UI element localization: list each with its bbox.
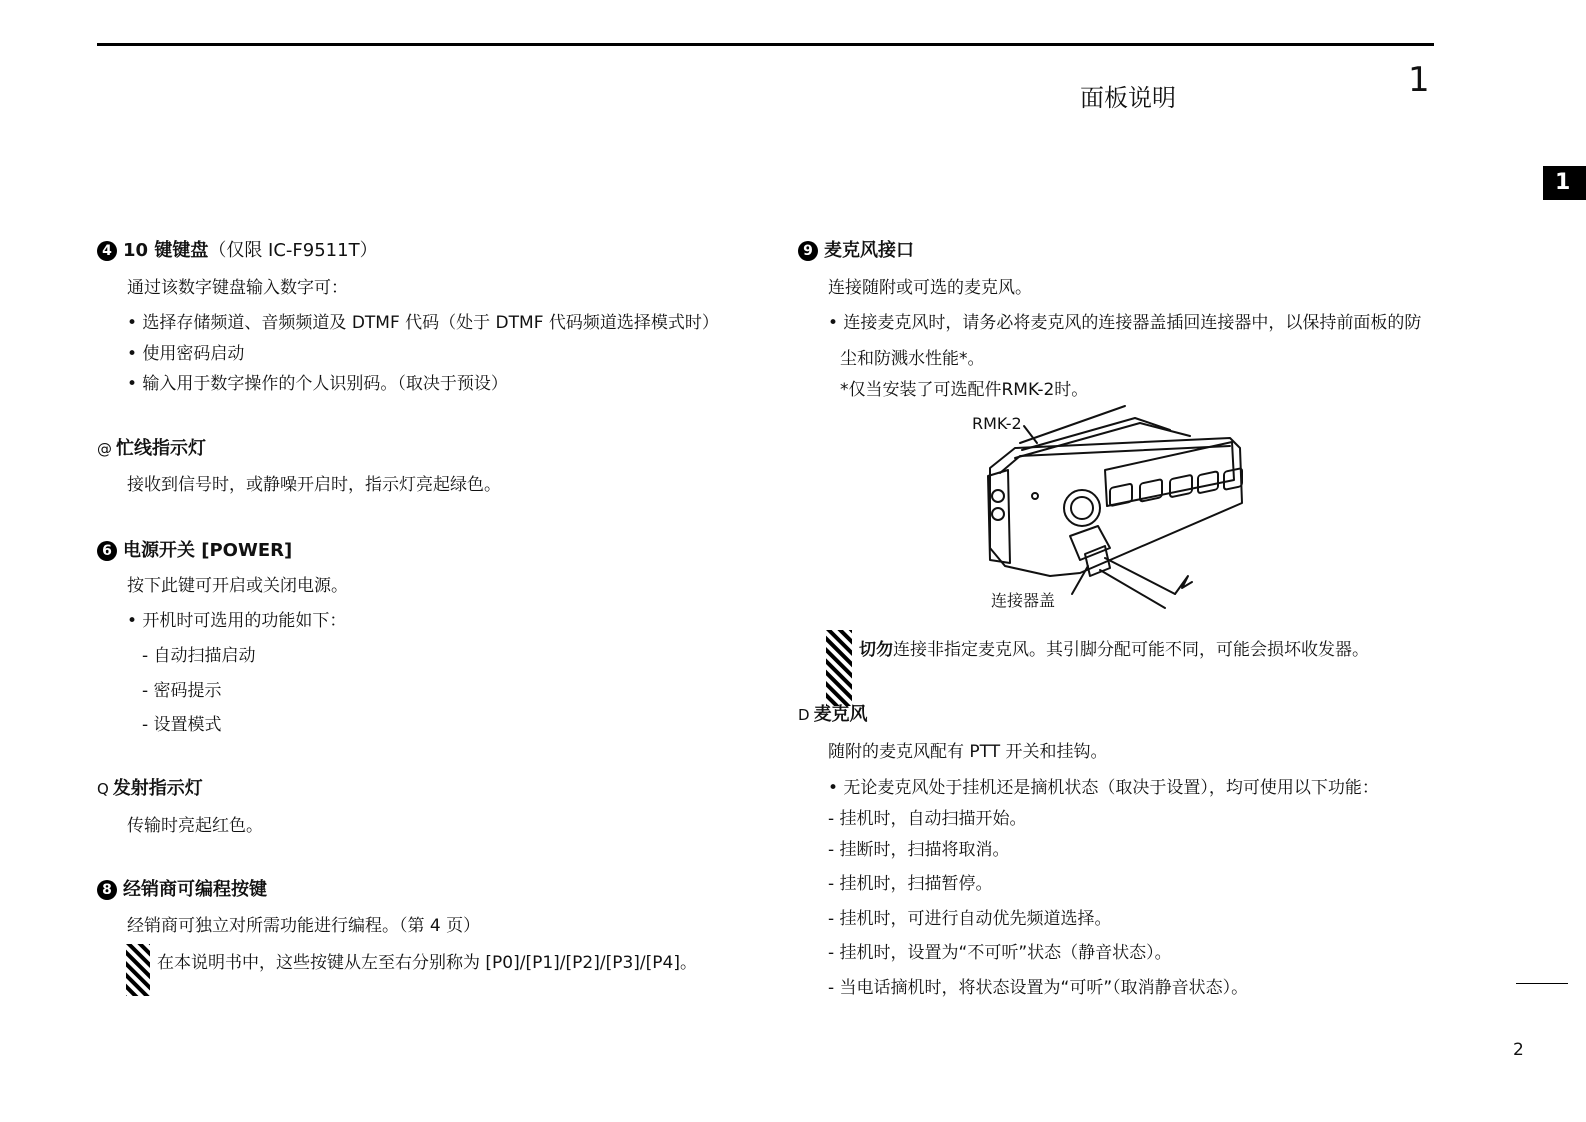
list-item: • 输入用于数字操作的个人识别码。（取决于预设） (127, 374, 508, 394)
section-symbol: D (798, 706, 810, 724)
section-symbol: Q (97, 780, 109, 798)
sub-list-item: - 自动扫描启动 (142, 646, 256, 666)
chapter-number: 1 (1408, 60, 1430, 100)
section-6-intro: 按下此键可开启或关闭电源。 (127, 576, 348, 596)
transceiver-illustration (960, 398, 1260, 613)
section-number-badge: 6 (97, 541, 117, 561)
caution-icon (826, 630, 852, 706)
note-icon (126, 944, 150, 996)
section-number-badge: 4 (97, 241, 117, 261)
section-4-intro: 通过该数字键盘输入数字可： (127, 278, 348, 298)
list-item-continued: 尘和防溅水性能*。 (840, 349, 985, 369)
list-item: • 使用密码启动 (127, 344, 245, 364)
list-item: • 开机时可选用的功能如下： (127, 611, 347, 631)
sub-list-item: - 挂断时，扫描将取消。 (828, 840, 1010, 860)
section-title: 忙线指示灯 (116, 438, 206, 459)
section-mic-heading (798, 700, 868, 726)
sub-list-item: - 挂机时，可进行自动优先频道选择。 (828, 909, 1112, 929)
section-6-heading (97, 536, 292, 562)
chapter-side-tab: 1 (1543, 166, 1586, 200)
section-8-body: 经销商可独立对所需功能进行编程。（第 4 页） (127, 916, 481, 936)
header-rule (97, 43, 1434, 46)
caution-body: 连接非指定麦克风。其引脚分配可能不同，可能会损坏收发器。 (893, 640, 1369, 660)
section-tx-body: 传输时亮起红色。 (127, 816, 263, 836)
sub-list-item: - 挂机时，扫描暂停。 (828, 874, 993, 894)
caution-text (859, 635, 1369, 660)
section-title: 发射指示灯 (112, 778, 203, 799)
section-mic-intro: 随附的麦克风配有 PTT 开关和挂钩。 (828, 742, 1108, 762)
list-item: • 连接麦克风时，请务必将麦克风的连接器盖插回连接器中，以保持前面板的防 (828, 313, 1422, 333)
section-title: 经销商可编程按键 (123, 879, 267, 900)
section-number-badge: 9 (798, 241, 818, 261)
section-title: 电源开关 [POWER] (123, 540, 293, 561)
page-header-title: 面板说明 (1080, 84, 1176, 112)
footer-page-number: 2 (1513, 1040, 1524, 1060)
section-title-suffix: （仅限 IC-F9511T） (208, 240, 378, 261)
section-busy-heading (97, 434, 206, 460)
figure-label-connector-cap: 连接器盖 (991, 591, 1056, 610)
sub-list-item: - 挂机时，自动扫描开始。 (828, 809, 1027, 829)
section-9-intro: 连接随附或可选的麦克风。 (828, 278, 1032, 298)
section-tx-heading (97, 774, 203, 800)
section-title: 麦克风 (813, 704, 868, 725)
section-title: 10 键键盘 (123, 240, 209, 261)
list-item: • 选择存储频道、音频频道及 DTMF 代码（处于 DTMF 代码频道选择模式时） (127, 313, 719, 333)
figure-label-rmk2: RMK-2 (972, 414, 1022, 433)
side-rule (1516, 983, 1568, 984)
section-title: 麦克风接口 (824, 240, 914, 261)
sub-list-item: - 挂机时，设置为“不可听”状态（静音状态）。 (828, 943, 1172, 963)
section-busy-body: 接收到信号时，或静噪开启时，指示灯亮起绿色。 (127, 475, 501, 495)
sub-list-item: - 密码提示 (142, 681, 222, 701)
list-item: • 无论麦克风处于挂机还是摘机状态（取决于设置），均可使用以下功能： (828, 778, 1379, 798)
sub-list-item: - 设置模式 (142, 715, 222, 735)
section-9-heading (798, 236, 914, 262)
section-number-badge: 8 (97, 880, 117, 900)
caution-strong: 切勿 (859, 640, 893, 660)
section-8-heading (97, 875, 267, 901)
section-8-note: 在本说明书中，这些按键从左至右分别称为 [P0]/[P1]/[P2]/[P3]/[P4]。 (157, 953, 697, 973)
section-symbol: @ (97, 440, 112, 458)
sub-list-item: - 当电话摘机时，将状态设置为“可听”（取消静音状态）。 (828, 978, 1249, 998)
section-4-heading (97, 236, 378, 262)
footnote: *仅当安装了可选配件RMK-2时。 (840, 380, 1089, 400)
